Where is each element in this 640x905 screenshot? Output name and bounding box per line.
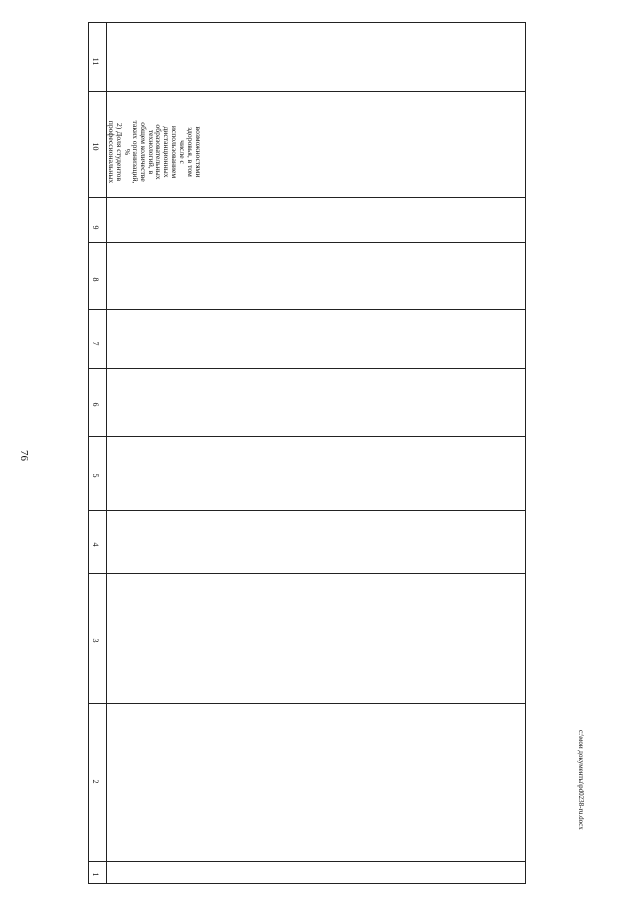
cell-column-10 bbox=[107, 101, 209, 196]
column-divider bbox=[89, 861, 525, 862]
column-number-7: 7 bbox=[91, 341, 100, 346]
column-number-4: 4 bbox=[91, 542, 100, 547]
column-number-11: 11 bbox=[91, 57, 100, 66]
data-table bbox=[88, 22, 526, 884]
column-number-1: 1 bbox=[91, 872, 100, 877]
column-divider bbox=[89, 309, 525, 310]
column-divider bbox=[89, 197, 525, 198]
column-divider bbox=[89, 436, 525, 437]
column-number-9: 9 bbox=[91, 225, 100, 230]
column-number-2: 2 bbox=[91, 779, 100, 784]
column-number-10: 10 bbox=[91, 142, 100, 151]
column-divider bbox=[89, 242, 525, 243]
column-number-6: 6 bbox=[91, 402, 100, 407]
footer-file-path: c:\мои документы\pd0238-ru.docx bbox=[577, 730, 585, 830]
column-divider bbox=[89, 703, 525, 704]
cell-column-10-text: возможностями здоровья, в том числе с использованием дистанционных образовательных технологий, в общем количестве таких организаций, % 2) Доля студентов профессиональных bbox=[107, 120, 203, 184]
column-divider bbox=[89, 573, 525, 574]
page-number: 76 bbox=[18, 450, 30, 461]
column-divider bbox=[89, 510, 525, 511]
column-number-3: 3 bbox=[91, 638, 100, 643]
column-divider bbox=[89, 368, 525, 369]
column-number-8: 8 bbox=[91, 277, 100, 282]
column-number-5: 5 bbox=[91, 473, 100, 478]
column-divider bbox=[89, 91, 525, 92]
